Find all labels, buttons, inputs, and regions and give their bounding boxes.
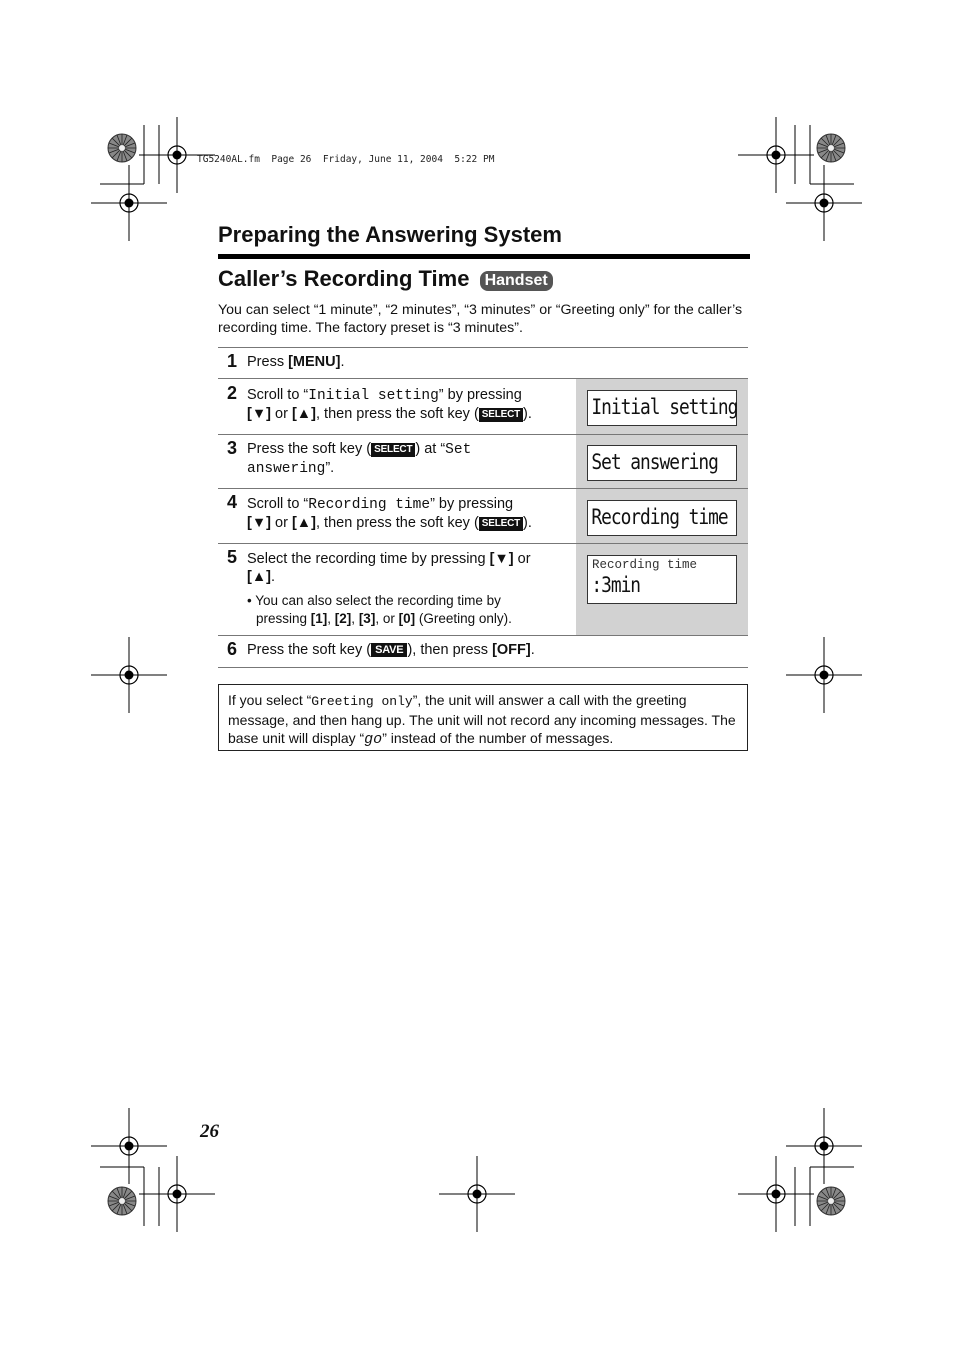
- off-key: [OFF]: [492, 642, 531, 658]
- step-4-text: Scroll to “Recording time” by pressing [▼] or [▲], then press the soft key ( SELECT ).: [247, 496, 532, 531]
- lcd-display: [587, 390, 737, 426]
- step-number: 1: [227, 351, 238, 371]
- table-divider: [218, 347, 748, 348]
- step-number: 3: [227, 438, 238, 458]
- lcd-text: Set answering: [591, 450, 718, 474]
- select-softkey: SELECT: [371, 443, 415, 457]
- table-divider: [218, 488, 748, 489]
- step-3-text: Press the soft key ( SELECT ) at “Set answering”.: [247, 441, 472, 477]
- table-divider: [218, 378, 748, 379]
- crop-mark-top-right: [738, 117, 862, 241]
- table-divider: [218, 434, 748, 435]
- up-key: [▲]: [247, 569, 272, 585]
- crop-mark-bottom-left: [91, 1108, 215, 1232]
- file-header-info: TG5240AL.fm Page 26 Friday, June 11, 2004 5:22 PM: [197, 154, 495, 165]
- intro-paragraph: You can select “1 minute”, “2 minutes”, “3 minutes” or “Greeting only” for the caller’s recording time. The factory preset is “3 minutes”.: [218, 302, 743, 336]
- save-softkey: SAVE: [371, 643, 407, 657]
- lcd-display: [587, 555, 737, 604]
- table-divider: [218, 667, 748, 668]
- crop-mark-bottom-right: [738, 1108, 862, 1232]
- up-key: [▲]: [291, 515, 316, 531]
- step-number: 6: [227, 639, 238, 659]
- step-2-text: Scroll to “Initial setting” by pressing [▼] or [▲], then press the soft key ( SELECT ).: [247, 387, 532, 422]
- crop-mark-top-left: [91, 117, 215, 241]
- step-6-text: Press the soft key ( SAVE ), then press [OFF].: [247, 642, 535, 658]
- lcd-text: :3min: [591, 573, 641, 597]
- subsection-title: [218, 266, 553, 292]
- step-number: 5: [227, 547, 238, 567]
- section-title: Preparing the Answering System: [218, 222, 562, 247]
- lcd-text: Recording time: [591, 505, 728, 529]
- note-box: [218, 684, 748, 751]
- note-text: If you select “Greeting only”, the unit will answer a call with the greeting message, and then hang up. The unit will not record any incoming messages. The base unit will display “go” instead of the number of messages.: [228, 692, 736, 748]
- step-5-text: Select the recording time by pressing [▼] or [▲].: [247, 551, 531, 585]
- lcd-display: [587, 500, 737, 536]
- select-softkey: SELECT: [479, 517, 523, 531]
- step-1-text: Press [MENU].: [247, 354, 345, 370]
- down-key: [▼]: [247, 406, 272, 422]
- crop-mark-mid-right: [786, 637, 862, 713]
- crop-mark-bottom-center: [439, 1156, 515, 1232]
- table-divider: [218, 543, 748, 544]
- up-key: [▲]: [291, 406, 316, 422]
- page-number: 26: [200, 1121, 219, 1142]
- step-number: 2: [227, 383, 238, 403]
- select-softkey: SELECT: [479, 408, 523, 422]
- lcd-text: Initial setting: [591, 395, 738, 419]
- lcd-small-text: Recording time: [592, 558, 698, 572]
- down-key: [▼]: [247, 515, 272, 531]
- step-5-note: • You can also select the recording time by pressing [1], [2], [3], or [0] (Greeting only).: [247, 593, 512, 626]
- menu-key: [MENU]: [288, 354, 341, 370]
- table-divider: [218, 635, 748, 636]
- crop-mark-mid-left: [91, 637, 167, 713]
- lcd-display: [587, 445, 737, 481]
- handset-badge: Handset: [480, 271, 553, 291]
- section-rule: [218, 254, 750, 259]
- subsection-title-text: Caller’s Recording Time: [218, 266, 470, 291]
- down-key: [▼]: [489, 551, 514, 567]
- step-number: 4: [227, 492, 238, 512]
- go-display-glyph: go: [364, 731, 383, 748]
